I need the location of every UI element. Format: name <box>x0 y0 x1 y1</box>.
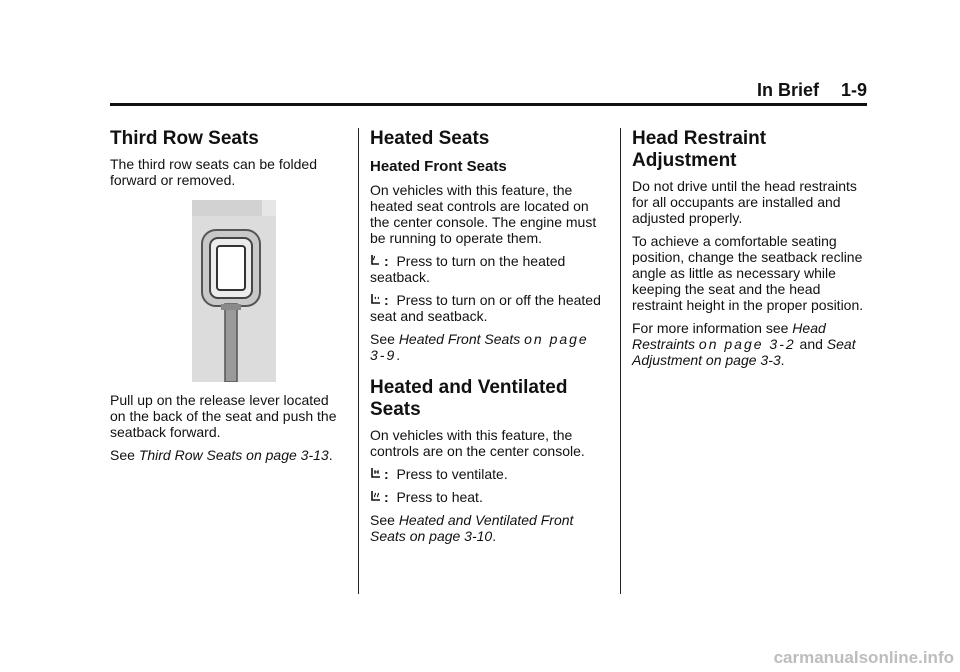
ventilated-seat-icon <box>370 467 382 481</box>
header-rule <box>110 103 867 106</box>
column-heated-seats <box>370 128 605 551</box>
column-divider <box>358 128 359 594</box>
section-title: In Brief <box>756 80 819 100</box>
control-item: : Press to turn on or off the heated seat and seatback. <box>370 292 601 324</box>
paragraph: Pull up on the release lever located on the back of the seat and push the seatback forward. <box>110 392 337 440</box>
paragraph: On vehicles with this feature, the controls are on the center console. <box>370 427 585 459</box>
paragraph: To achieve a comfortable seating position, change the seatback recline angle as little as necessary while keeping the seat and the head restraint height in the proper position. <box>632 233 864 313</box>
paragraph: Do not drive until the head restraints for all occupants are installed and adjusted properly. <box>632 178 857 226</box>
column-head-restraint <box>632 128 872 375</box>
heated-seat-icon <box>370 490 382 504</box>
running-header <box>110 80 867 104</box>
control-item: : Press to heat. <box>370 489 605 505</box>
control-item: : Press to turn on the heated seatback. <box>370 253 566 285</box>
see-reference: For more information see Head Restraints on page 3-2 and Seat Adjustment on page 3-3. <box>632 320 856 368</box>
column-third-row <box>110 128 345 470</box>
section-heading: Third Row Seats <box>110 128 259 149</box>
heated-seatback-icon <box>370 254 382 268</box>
subsection-heading: Heated Front Seats <box>370 158 507 175</box>
page-number: 1-9 <box>840 80 867 100</box>
section-heading: Heated Seats <box>370 128 490 149</box>
paragraph: On vehicles with this feature, the heated seat controls are located on the center console. The engine must be running to operate them. <box>370 182 597 246</box>
release-lever-illustration <box>178 200 278 382</box>
cross-reference-link[interactable]: Third Row Seats on page 3-13 <box>138 447 329 463</box>
cross-reference-link[interactable]: Heated and Ventilated Front Seats on page 3-10 <box>370 512 574 544</box>
section-heading: Head Restraint Adjustment <box>632 128 767 171</box>
cross-reference-link[interactable]: Heated Front Seats on page 3-9 <box>370 331 589 363</box>
see-reference: See Heated and Ventilated Front Seats on page 3-10. <box>370 512 574 544</box>
paragraph: The third row seats can be folded forward or removed. <box>110 156 318 188</box>
control-item: : Press to ventilate. <box>370 466 605 482</box>
see-reference: See Third Row Seats on page 3-13. <box>110 447 333 463</box>
cross-reference-link[interactable]: Seat Adjustment on page 3-3 <box>632 336 856 368</box>
section-heading: Heated and Ventilated Seats <box>370 377 568 420</box>
heated-seat-icon <box>370 293 382 307</box>
watermark: carmanualsonline.info <box>773 648 954 667</box>
see-reference: See Heated Front Seats on page 3-9. <box>370 331 589 363</box>
column-divider <box>620 128 621 594</box>
cross-reference-link[interactable]: Head Restraints on page 3-2 <box>632 320 826 352</box>
